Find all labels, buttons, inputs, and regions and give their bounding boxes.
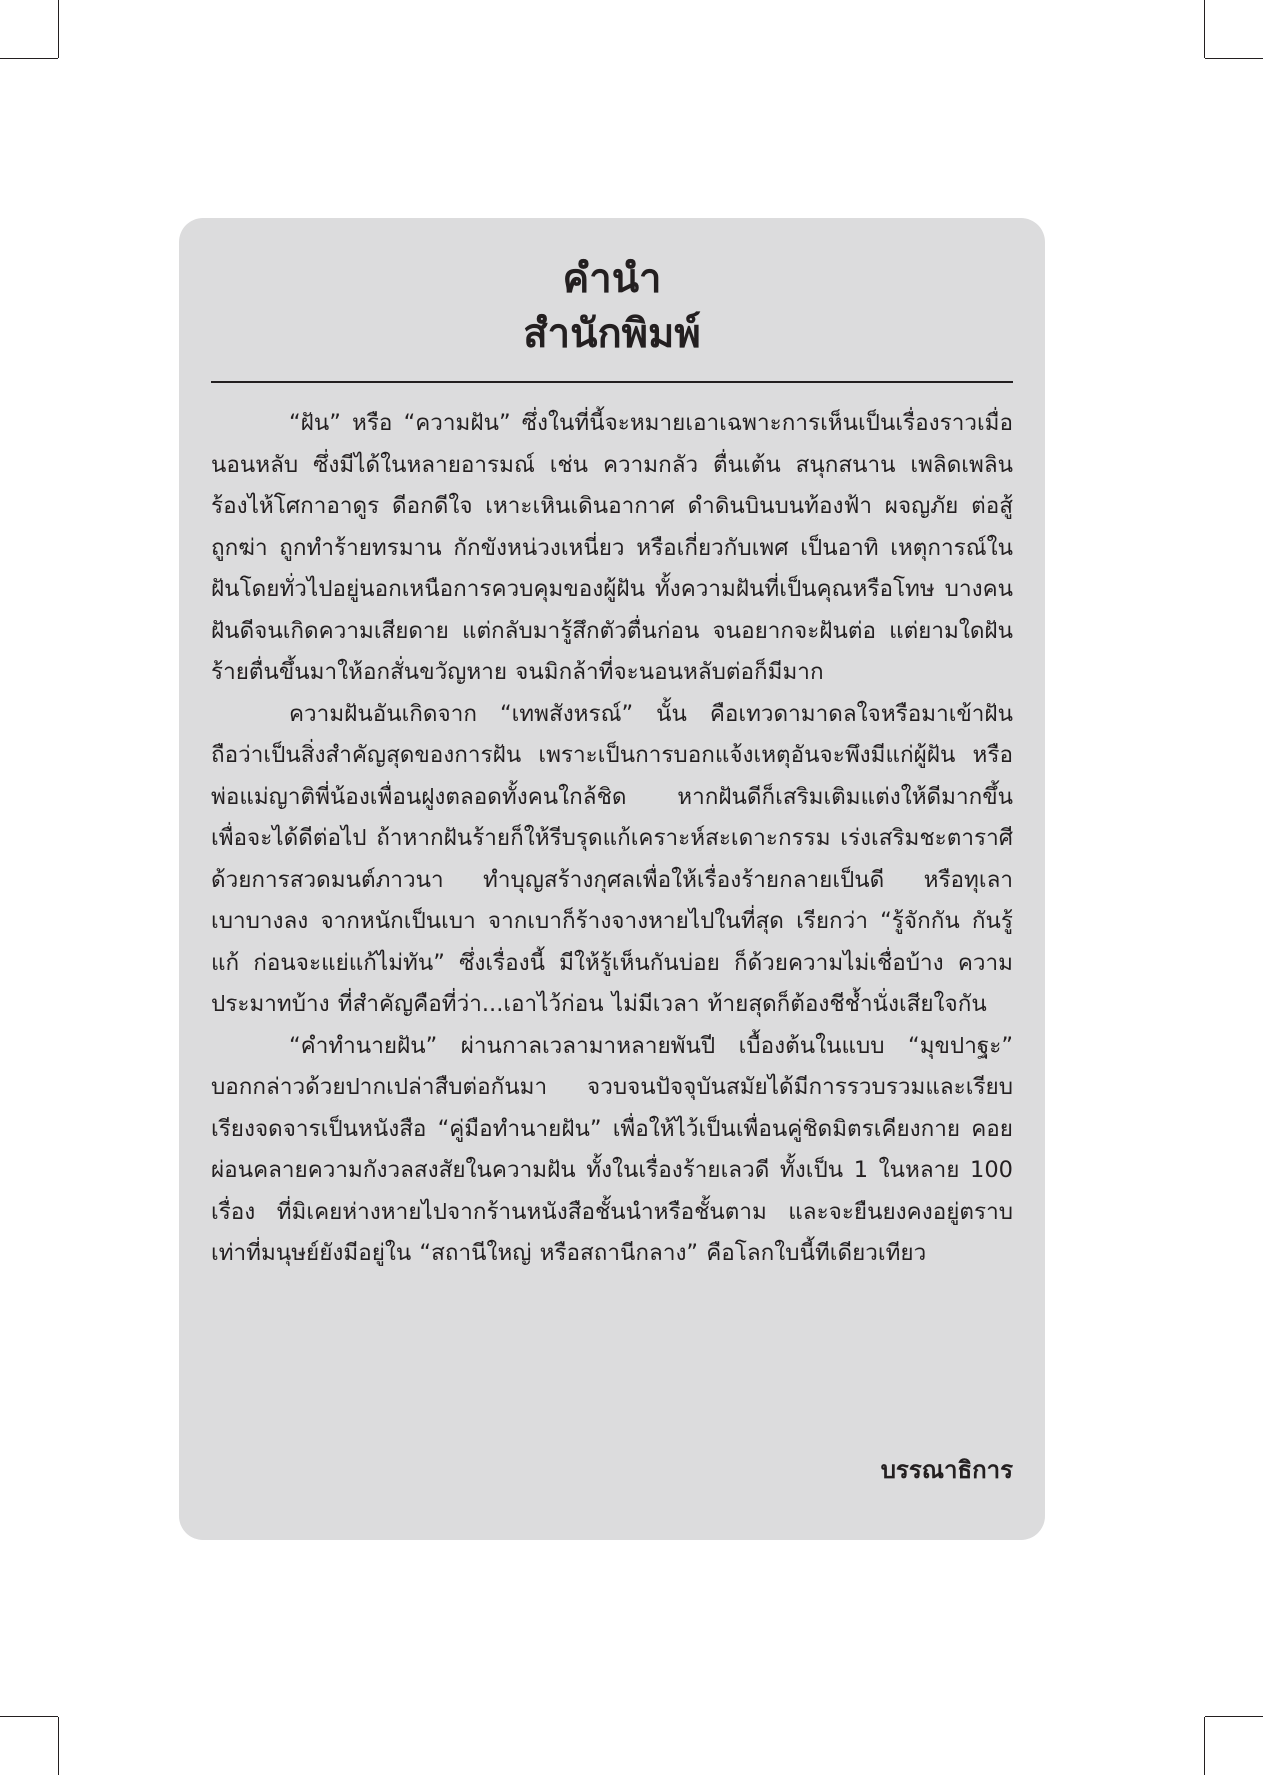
crop-mark [1204,0,1205,58]
crop-mark [58,1717,59,1775]
paragraph: “คำทำนายฝัน” ผ่านกาลเวลามาหลายพันปี เบื้องต้นในแบบ “มุขปาฐะ” บอกกล่าวด้วยปากเปล่าสืบต่อกันมา จวบจนปัจจุบันสมัยได้มีการรวบรวมและเรียบเรียงจดจารเป็นหนังสือ “คู่มือทำนายฝัน” เพื่อให้ไว้เป็นเพื่อนคู่ชิดมิตรเคียงกาย คอยผ่อนคลายความกังวลสงสัยในความฝัน ทั้งในเรื่องร้ายเลวดี ทั้งเป็น 1 ในหลาย 100 เรื่อง ที่มิเคยห่างหายไปจากร้านหนังสือชั้นนำหรือชั้นตาม และจะยืนยงคงอยู่ตราบ เท่าที่มนุษย์ยังมีอยู่ใน “สถานีใหญ่ หรือสถานีกลาง” คือโลกใบนี้ทีเดียวเทียว [211,1032,1013,1266]
crop-mark [1205,1716,1263,1717]
crop-mark [1205,58,1263,59]
paragraph: “ฝัน” หรือ “ความฝัน” ซึ่งในที่นี้จะหมายเอาเฉพาะการเห็นเป็นเรื่องราวเมื่อนอนหลับ ซึ่งมีได้ในหลายอารมณ์ เช่น ความกลัว ตื่นเต้น สนุกสนาน เพลิดเพลิน ร้องไห้โศกาอาดูร ดีอกดีใจ เหาะเหินเดินอากาศ ดำดินบินบนท้องฟ้า ผจญภัย ต่อสู้ ถูกฆ่า ถูกทำร้ายทรมาน กักขังหน่วงเหนี่ยว หรือเกี่ยวกับเพศ เป็นอาทิ เหตุการณ์ในฝันโดยทั่วไปอยู่นอกเหนือการควบคุมของผู้ฝัน ทั้งความฝันที่เป็นคุณหรือโทษ บางคนฝันดีจนเกิดความเสียดาย แต่กลับมารู้สึกตัวตื่นก่อน จนอยากจะฝันต่อ แต่ยามใดฝันร้ายตื่นขึ้นมาให้อกสั่นขวัญหาย จนมิกล้าที่จะนอนหลับต่อก็มีมาก [211,410,1013,685]
crop-mark [0,58,58,59]
page-subtitle: สำนักพิมพ์ [523,311,701,357]
crop-mark [0,1716,58,1717]
foreword-panel [179,218,1045,1540]
crop-mark [58,0,59,58]
editor-signature: บรรณาธิการ [880,1456,1013,1484]
paragraph: ความฝันอันเกิดจาก “เทพสังหรณ์” นั้น คือเทวดามาดลใจหรือมาเข้าฝัน ถือว่าเป็นสิ่งสำคัญสุดของการฝัน เพราะเป็นการบอกแจ้งเหตุอันจะพึงมีแก่ผู้ฝัน หรือพ่อแม่ญาติพี่น้องเพื่อนฝูงตลอดทั้งคนใกล้ชิด หากฝันดีก็เสริมเติมแต่งให้ดีมากขึ้น เพื่อจะได้ดีต่อไป ถ้าหากฝันร้ายก็ให้รีบรุดแก้เคราะห์สะเดาะกรรม เร่งเสริมชะตาราศี ด้วยการสวดมนต์ภาวนา ทำบุญสร้างกุศลเพื่อให้เรื่องร้ายกลายเป็นดี หรือทุเลาเบาบางลง จากหนักเป็นเบา จากเบาก็ร้างจางหายไปในที่สุด เรียกว่า “รู้จักกัน กันรู้แก้ ก่อนจะแย่แก้ไม่ทัน” ซึ่งเรื่องนี้ มีให้รู้เห็นกันบ่อย ก็ด้วยความไม่เชื่อบ้าง ความประมาทบ้าง ที่สำคัญคือที่ว่า...เอาไว้ก่อน ไม่มีเวลา ท้ายสุดก็ต้องชีช้ำนั่งเสียใจกัน [211,700,1013,1017]
foreword-body [211,403,1013,1275]
page-title: คำนำ [562,256,662,302]
crop-mark [1204,1717,1205,1775]
title-divider [211,381,1013,383]
